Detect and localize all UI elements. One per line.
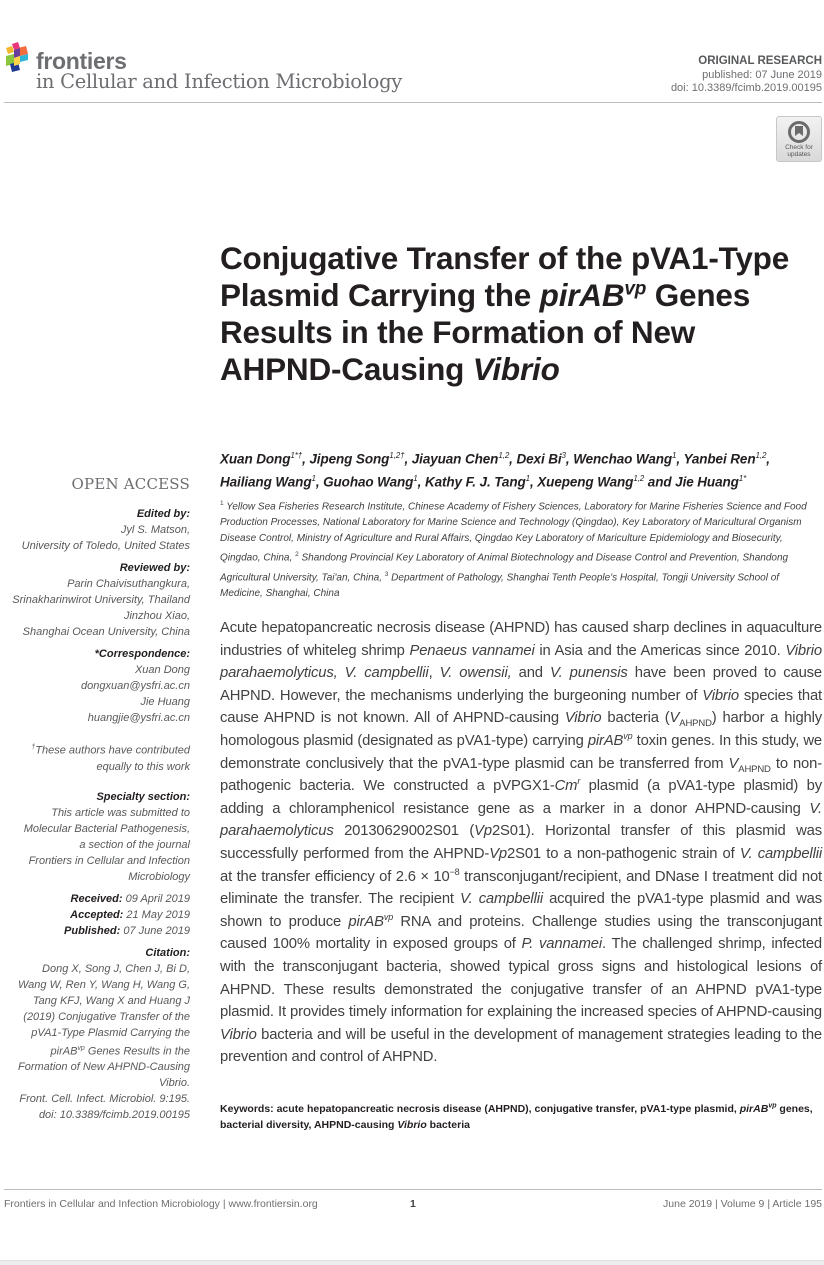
accepted-date: Accepted: 21 May 2019 bbox=[70, 908, 190, 921]
keywords bbox=[220, 1101, 824, 1133]
article-meta bbox=[671, 55, 822, 96]
text-run: Xuan Dong bbox=[220, 451, 291, 467]
superscript: 1*† bbox=[290, 451, 303, 460]
check-for-updates-label-2: updates bbox=[787, 151, 811, 158]
text-run: 2S01). Horizontal transfer of this plasmid was successfully performed from the AHPND- bbox=[220, 823, 823, 862]
citation-heading: Citation: bbox=[145, 946, 190, 959]
text-run: Genes Results in the bbox=[84, 1045, 190, 1058]
subscript: AHPND bbox=[679, 718, 712, 730]
superscript: vp bbox=[383, 911, 394, 922]
citation-text bbox=[0, 961, 190, 1124]
text-run: , Jipeng Song bbox=[302, 451, 390, 467]
reviewer-info bbox=[0, 576, 190, 640]
text-run: 20130629002S01 ( bbox=[333, 823, 475, 840]
superscript: 3 bbox=[561, 451, 566, 460]
sidebar-line: Parin Chaivisuthangkura, bbox=[67, 578, 190, 590]
article-type: ORIGINAL RESEARCH bbox=[698, 55, 822, 67]
sidebar-line: This article was submitted to bbox=[51, 806, 190, 819]
check-for-updates-label-1: Check for bbox=[785, 144, 813, 151]
text-run: Wang W, Ren Y, Wang H, Wang G, bbox=[17, 978, 190, 991]
superscript: 1 bbox=[311, 473, 316, 483]
text-run: Acute hepatopancreatic necrosis disease (AHPND) has caused sharp declines in aquaculture industries of whiteleg shrimp bbox=[220, 620, 822, 659]
equal-contribution-line-1: These authors have contributed bbox=[35, 744, 190, 757]
text-run: at the transfer efficiency of 2.6 × 10 bbox=[220, 868, 450, 885]
author-list bbox=[220, 446, 824, 491]
editor-info bbox=[0, 522, 190, 554]
text-run: Vibrio bbox=[564, 710, 602, 727]
text-run: , Guohao Wang bbox=[315, 474, 414, 489]
text-run: Vp bbox=[489, 845, 508, 862]
text-run: pirAB bbox=[348, 913, 384, 930]
sidebar-line: Frontiers in Cellular and Infection bbox=[28, 854, 190, 867]
superscript: 1* bbox=[738, 473, 747, 483]
text-run: Keywords: acute hepatopancreatic necrosis disease (AHPND), conjugative transfer, pVA1-type plasmid, bbox=[220, 1103, 740, 1115]
text-run: , Yanbei Ren bbox=[676, 451, 756, 467]
text-run: , Wenchao Wang bbox=[565, 451, 673, 467]
text-run: pirAB bbox=[587, 732, 624, 749]
text-run: , Jiayuan Chen bbox=[404, 451, 499, 467]
text-run: Conjugative Transfer of the pVA1-Type Plasmid Carrying the bbox=[220, 240, 790, 313]
sidebar-line: a section of the journal bbox=[79, 838, 190, 851]
sidebar-line: Jinzhou Xiao, bbox=[123, 610, 190, 622]
brand-name[interactable]: frontiers bbox=[36, 48, 127, 74]
text-run: . The challenged shrimp, infected with the transconjugant bacteria, showed typical gross signs and histological lesions of AHPND. These results demonstrated the conjugative transfer of an AHPND pVA1-type plasmid. It provides timely information for explaining the increased species of AHPND-causing bbox=[220, 936, 822, 1021]
text-run: V. punensis bbox=[549, 665, 628, 682]
text-run: , Hailiang Wang bbox=[220, 451, 770, 489]
superscript: 1 bbox=[413, 473, 418, 483]
text-run: Front. Cell. Infect. Microbiol. 9:195. bbox=[19, 1093, 190, 1106]
text-run: Cm bbox=[554, 778, 578, 795]
superscript: 2 bbox=[295, 551, 299, 559]
text-run: V bbox=[669, 710, 680, 727]
text-run: , Dexi Bi bbox=[509, 451, 562, 467]
citation-line bbox=[0, 977, 190, 993]
text-run: Genes Results in the Formation of New AHPND-Causing bbox=[220, 277, 751, 387]
equal-contribution-note bbox=[0, 740, 190, 775]
superscript: vp bbox=[768, 1102, 777, 1110]
text-run: species that cause AHPND is not known. All of AHPND-causing bbox=[220, 687, 822, 727]
superscript: −8 bbox=[449, 866, 460, 877]
text-run: V. parahaemolyticus bbox=[220, 800, 822, 840]
header-divider bbox=[4, 102, 822, 103]
abstract bbox=[220, 617, 822, 1069]
citation-line bbox=[0, 1009, 190, 1025]
text-run: in Asia and the Americas since 2010. bbox=[534, 642, 786, 659]
text-run: bacteria and will be useful in the development of management strategies leading to the prevention and control of AHPND. bbox=[220, 1026, 822, 1066]
superscript: 1 bbox=[525, 473, 530, 483]
viewer-bottom-bar bbox=[0, 1260, 824, 1265]
text-run: RNA and proteins. Challenge studies using the transconjugant caused 100% mortality in exposed groups of bbox=[220, 913, 822, 953]
citation-line bbox=[0, 1075, 190, 1091]
superscript: 1,2 bbox=[755, 451, 767, 460]
text-run: Yellow Sea Fisheries Research Institute, Chinese Academy of Fishery Sciences, Laboratory for Marine Fisheries Science and Food Production Processes, National Laboratory for Marine Science and Technology (Qingdao), Key Laboratory of Maricultural Organism Disease Control, Ministry of Agriculture and Rural Affairs, Qingdao Key Laboratory of Mariculture Epidemiology and Biosecurity, Qingdao, China, bbox=[220, 501, 807, 564]
citation-line bbox=[0, 1059, 190, 1075]
text-run: V. campbellii bbox=[739, 845, 822, 862]
edited-by-heading: Edited by: bbox=[136, 508, 190, 520]
superscript: 1,2 bbox=[633, 473, 645, 483]
correspondence-info bbox=[0, 662, 190, 726]
superscript: 1,2† bbox=[389, 451, 405, 460]
sidebar-line: University of Toledo, United States bbox=[21, 540, 190, 552]
frontiers-logo-icon[interactable] bbox=[4, 42, 34, 76]
text-run: to non-pathogenic bacteria. We constructed a pVPGX1- bbox=[220, 755, 822, 795]
text-run: Tang KFJ, Wang X and Huang J bbox=[32, 994, 190, 1007]
superscript: 1 bbox=[672, 451, 677, 460]
sidebar-line: Jie Huang bbox=[140, 696, 190, 708]
equal-contribution-line-2: equally to this work bbox=[96, 760, 190, 773]
text-run: Vibrio parahaemolyticus, V. campbellii bbox=[220, 642, 822, 682]
specialty-section-heading: Specialty section: bbox=[96, 790, 190, 803]
text-run: pirAB bbox=[539, 277, 625, 313]
text-run: toxin genes. In this study, we demonstrate conclusively that the pVA1-type plasmid can be transferred from bbox=[220, 732, 822, 772]
text-run: acquired the pVA1-type plasmid and was shown to produce bbox=[220, 891, 822, 930]
sidebar bbox=[0, 474, 190, 1123]
text-run: Vibrio bbox=[702, 687, 739, 704]
text-run: , bbox=[428, 665, 440, 682]
sidebar-line[interactable]: dongxuan@ysfri.ac.cn bbox=[80, 680, 190, 692]
text-run: Department of Pathology, Shanghai Tenth People's Hospital, Tongji University School of Medicine, Shanghai, China bbox=[220, 571, 780, 599]
published-date: published: 07 June 2019 bbox=[702, 68, 822, 81]
citation-line bbox=[0, 993, 190, 1009]
superscript: 3 bbox=[384, 570, 389, 578]
received-date: Received: 09 April 2019 bbox=[70, 892, 190, 905]
text-run: doi: 10.3389/fcimb.2019.00195 bbox=[38, 1109, 190, 1122]
text-run: 2S01 to a non-pathogenic strain of bbox=[507, 845, 740, 862]
dates bbox=[0, 891, 190, 939]
correspondence-heading: *Correspondence: bbox=[94, 648, 190, 660]
sidebar-line: Srinakharinwirot University, Thailand bbox=[12, 594, 190, 606]
citation-line bbox=[0, 961, 190, 977]
check-for-updates-button[interactable] bbox=[776, 116, 822, 162]
text-run: and Jie Huang bbox=[644, 474, 739, 489]
text-run: have been proved to cause AHPND. However, the mechanisms underlying the burgeoning number of bbox=[220, 665, 822, 704]
superscript: r bbox=[577, 776, 581, 787]
doi-link[interactable]: doi: 10.3389/fcimb.2019.00195 bbox=[670, 82, 822, 94]
text-run: ) harbor a highly homologous plasmid (designated as pVA1-type) carrying bbox=[220, 710, 822, 749]
text-run: and bbox=[511, 665, 550, 682]
text-run: bacteria ( bbox=[601, 710, 670, 727]
sidebar-line: Microbiology bbox=[128, 870, 190, 883]
dagger-mark: † bbox=[31, 744, 36, 751]
text-run: Shandong Provincial Key Laboratory of Animal Biotechnology and Disease Control and Prevention, Shandong Agricultural University, Tai'an, China, bbox=[220, 552, 789, 583]
footer-journal-link[interactable]: Frontiers in Cellular and Infection Microbiology | www.frontiersin.org bbox=[4, 1198, 318, 1210]
text-run: (2019) Conjugative Transfer of the bbox=[23, 1010, 190, 1023]
text-run: pVA1-Type Plasmid Carrying the bbox=[31, 1026, 190, 1039]
text-run: Formation of New AHPND-Causing bbox=[18, 1061, 190, 1074]
text-run: genes, bacterial diversity, AHPND-causing bbox=[220, 1103, 813, 1131]
page-number: 1 bbox=[410, 1198, 416, 1210]
bookmark-circle-icon bbox=[788, 121, 810, 143]
text-run: transconjugant/recipient, and DNase I treatment did not eliminate the transfer. The recipient bbox=[220, 868, 822, 908]
text-run: Vibrio bbox=[472, 351, 560, 387]
text-run: Vibrio bbox=[220, 1026, 257, 1043]
sidebar-line[interactable]: huangjie@ysfri.ac.cn bbox=[87, 712, 190, 724]
text-run: V. campbellii bbox=[460, 891, 543, 908]
affiliations bbox=[220, 496, 824, 602]
text-run: V. owensii, bbox=[439, 665, 512, 682]
text-run: pirAB bbox=[50, 1045, 78, 1058]
sidebar-line: Molecular Bacterial Pathogenesis, bbox=[23, 822, 190, 835]
text-run: V bbox=[728, 755, 739, 772]
citation-line bbox=[0, 1091, 190, 1107]
footer-issue-info: June 2019 | Volume 9 | Article 195 bbox=[663, 1198, 822, 1210]
text-run: P. vannamei bbox=[521, 936, 603, 953]
specialty-section-info bbox=[0, 805, 190, 885]
published-date-sidebar: Published: 07 June 2019 bbox=[64, 924, 190, 937]
text-run: , Xuepeng Wang bbox=[529, 474, 634, 489]
text-run: Vp bbox=[474, 823, 492, 840]
sidebar-line: Shanghai Ocean University, China bbox=[22, 626, 190, 638]
superscript: 1 bbox=[220, 500, 224, 507]
text-run: plasmid (a pVA1-type plasmid) by adding a chloramphenicol resistance gene as a marker in a donor AHPND-causing bbox=[220, 778, 822, 817]
sidebar-line: Jyl S. Matson, bbox=[120, 524, 190, 536]
superscript: vp bbox=[623, 731, 633, 742]
text-run: pirAB bbox=[739, 1103, 769, 1115]
text-run: Vibrio. bbox=[159, 1077, 190, 1090]
text-run: Vibrio bbox=[397, 1119, 427, 1131]
superscript: 1,2 bbox=[498, 451, 510, 460]
citation-line bbox=[0, 1107, 190, 1123]
citation-line bbox=[0, 1025, 190, 1041]
subscript: AHPND bbox=[738, 763, 771, 775]
article-title bbox=[220, 240, 810, 388]
text-run: Dong X, Song J, Chen J, Bi D, bbox=[42, 962, 190, 975]
journal-name: in Cellular and Infection Microbiology bbox=[36, 70, 402, 93]
text-run: , Kathy F. J. Tang bbox=[417, 474, 526, 489]
superscript: vp bbox=[77, 1044, 85, 1052]
reviewed-by-heading: Reviewed by: bbox=[119, 562, 190, 574]
superscript: vp bbox=[624, 278, 647, 300]
text-run: Penaeus vannamei bbox=[409, 642, 535, 659]
sidebar-line: Xuan Dong bbox=[134, 664, 190, 676]
open-access-label: OPEN ACCESS bbox=[71, 475, 190, 493]
text-run: bacteria bbox=[426, 1119, 470, 1131]
citation-line bbox=[0, 1041, 190, 1060]
footer-divider bbox=[4, 1189, 822, 1190]
